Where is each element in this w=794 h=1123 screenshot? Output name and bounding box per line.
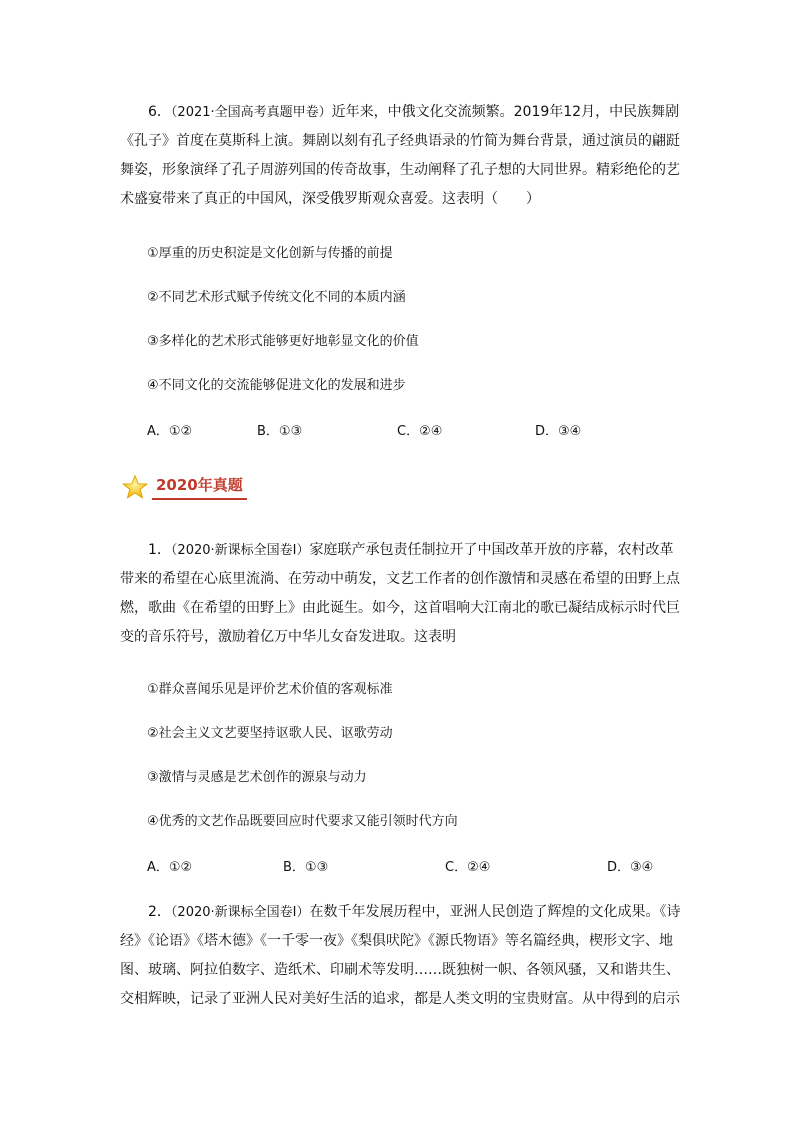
choice-a[interactable]: A．①②: [147, 424, 193, 439]
section-title: 2020年真题: [152, 474, 247, 500]
choice-c[interactable]: C．②④: [445, 860, 491, 875]
choice-b[interactable]: B．①③: [283, 860, 329, 875]
question-text: 家庭联产承包责任制拉开了中国改革开放的序幕，农村改革带来的希望在心底里流淌、在劳动中萌发，文艺工作者的创作激情和灵感在希望的田野上点燃，歌曲《在希望的田野上》由此诞生。如今，这首唱响大江南北的歌已凝结成标示时代巨变的音乐符号，激励着亿万中华儿女奋发进取。这表明: [120, 542, 680, 645]
choice-c[interactable]: C．②④: [397, 424, 443, 439]
question-6-option-4: ④不同文化的交流能够促进文化的发展和进步: [147, 378, 406, 393]
question-1-option-3: ③激情与灵感是艺术创作的源泉与动力: [147, 770, 367, 785]
question-1-option-4: ④优秀的文艺作品既要回应时代要求又能引领时代方向: [147, 814, 458, 829]
choice-a[interactable]: A．①②: [147, 860, 193, 875]
question-source: （2021·全国高考真题甲卷）: [170, 105, 332, 120]
question-number: 6．: [148, 104, 171, 120]
question-source: （2020·新课标全国卷Ⅰ）: [170, 543, 310, 558]
question-6-stem: [120, 98, 682, 214]
choice-d[interactable]: D．③④: [607, 860, 654, 875]
question-6-option-3: ③多样化的艺术形式能够更好地彰显文化的价值: [147, 334, 419, 349]
question-1-option-2: ②社会主义文艺要坚持讴歌人民、讴歌劳动: [147, 726, 393, 741]
choice-d[interactable]: D．③④: [535, 424, 582, 439]
question-source: （2020·新课标全国卷Ⅰ）: [170, 905, 310, 920]
question-6-option-1: ①厚重的历史积淀是文化创新与传播的前提: [147, 246, 393, 261]
question-text: 近年来，中俄文化交流频繁。2019年12月，中民族舞剧《孔子》首度在莫斯科上演。舞剧以刻有孔子经典语录的竹简为舞台背景，通过演员的翩跹舞姿，形象演绎了孔子周游列国的传奇故事，生动阐释了孔子想的大同世界。精彩绝伦的艺术盛宴带来了真正的中国风，深受俄罗斯观众喜爱。这表明（ ）: [120, 104, 680, 207]
star-icon: [122, 474, 148, 500]
question-number: 2．: [148, 904, 171, 920]
question-2-stem: [120, 898, 682, 1014]
question-number: 1．: [148, 542, 171, 558]
question-1-option-1: ①群众喜闻乐见是评价艺术价值的客观标准: [147, 682, 393, 697]
question-text: 在数千年发展历程中，亚洲人民创造了辉煌的文化成果。《诗经》《论语》《塔木德》《一千零一夜》《梨俱吠陀》《源氏物语》等名篇经典，楔形文字、地图、玻璃、阿拉伯数字、造纸术、印刷术等发明……既独树一帜、各领风骚，又和谐共生、交相辉映，记录了亚洲人民对美好生活的追求，都是人类文明的宝贵财富。从中得到的启示: [120, 904, 681, 1007]
question-1-stem: [120, 536, 682, 652]
choice-b[interactable]: B．①③: [257, 424, 303, 439]
section-header: [122, 472, 382, 502]
question-6-option-2: ②不同艺术形式赋予传统文化不同的本质内涵: [147, 290, 406, 305]
